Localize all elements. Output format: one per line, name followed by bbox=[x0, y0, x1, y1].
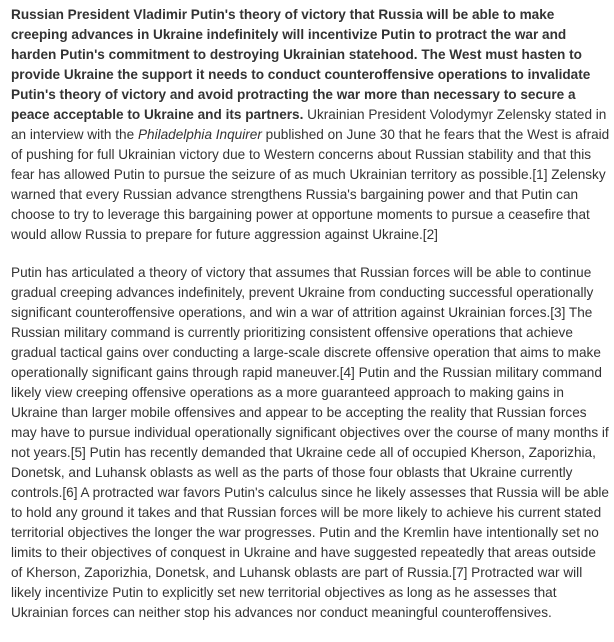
paragraph-text: Ukrainian President Volodymyr Zelensky stated in an interview with the bbox=[11, 107, 607, 142]
article-paragraph-2: Putin has articulated a theory of victory that assumes that Russian forces will be able to continue gradual creeping advances indefinitely, prevent Ukraine from conducting successful operationally significant counteroffensive operations, and win a war of attrition against Ukrainian forces.[3] The Russian military command is currently prioritizing consistent offensive operations that achieve gradual tactical gains over conducting a large-scale discrete offensive operation that aims to make operationally significant gains through rapid maneuver.[4] Putin and the Russian military command likely view creeping offensive operations as a more guaranteed approach to making gains in Ukraine than larger mobile offensives and appear to be accepting the reality that Russian forces may have to pursue individual operationally significant objectives over the course of many months if not years.[5] Putin has recently demanded that Ukraine cede all of occupied Kherson, Zaporizhia, Donetsk, and Luhansk oblasts as well as the parts of those four oblasts that Ukraine currently controls.[6] A protracted war favors Putin's calculus since he likely assesses that Russia will be able to hold any ground it takes and that Russian forces will be more likely to achieve his current stated territorial objectives the longer the war progresses. Putin and the Kremlin have intentionally set no limits to their objectives of conquest in Ukraine and have suggested repeatedly that areas outside of Kherson, Zaporizhia, Donetsk, and Luhansk oblasts are part of Russia.[7] Protracted war will likely incentivize Putin to explicitly set new territorial objectives as long as he assesses that Ukrainian forces can neither stop his advances nor conduct meaningful counteroffensives. bbox=[11, 265, 609, 620]
source-publication-name: Philadelphia Inquirer bbox=[137, 127, 262, 142]
article-paragraph-1 bbox=[11, 5, 610, 245]
paragraph-text: published on June 30 that he fears that the West is afraid of pushing for full Ukrainian victory due to Western concerns about Russian stability and that this fear has allowed Putin to pursue the seizure of as much Ukrainian territory as possible.[1] Zelensky warned that every Russian advance strengthens Russia's bargaining power and that Putin can choose to try to leverage this bargaining power at opportune moments to pursue a ceasefire that would allow Russia to prepare for future aggression against Ukraine.[2] bbox=[11, 127, 610, 242]
key-takeaway-bold-text: Russian President Vladimir Putin's theory of victory that Russia will be able to make creeping advances in Ukraine indefinitely will incentivize Putin to protract the war and harden Putin's commitment to destroying Ukrainian statehood. The West must hasten to provide Ukraine the support it needs to conduct counteroffensive operations to invalidate Putin's theory of victory and avoid protracting the war more than necessary to secure a peace acceptable to Ukraine and its partners. bbox=[11, 7, 591, 122]
